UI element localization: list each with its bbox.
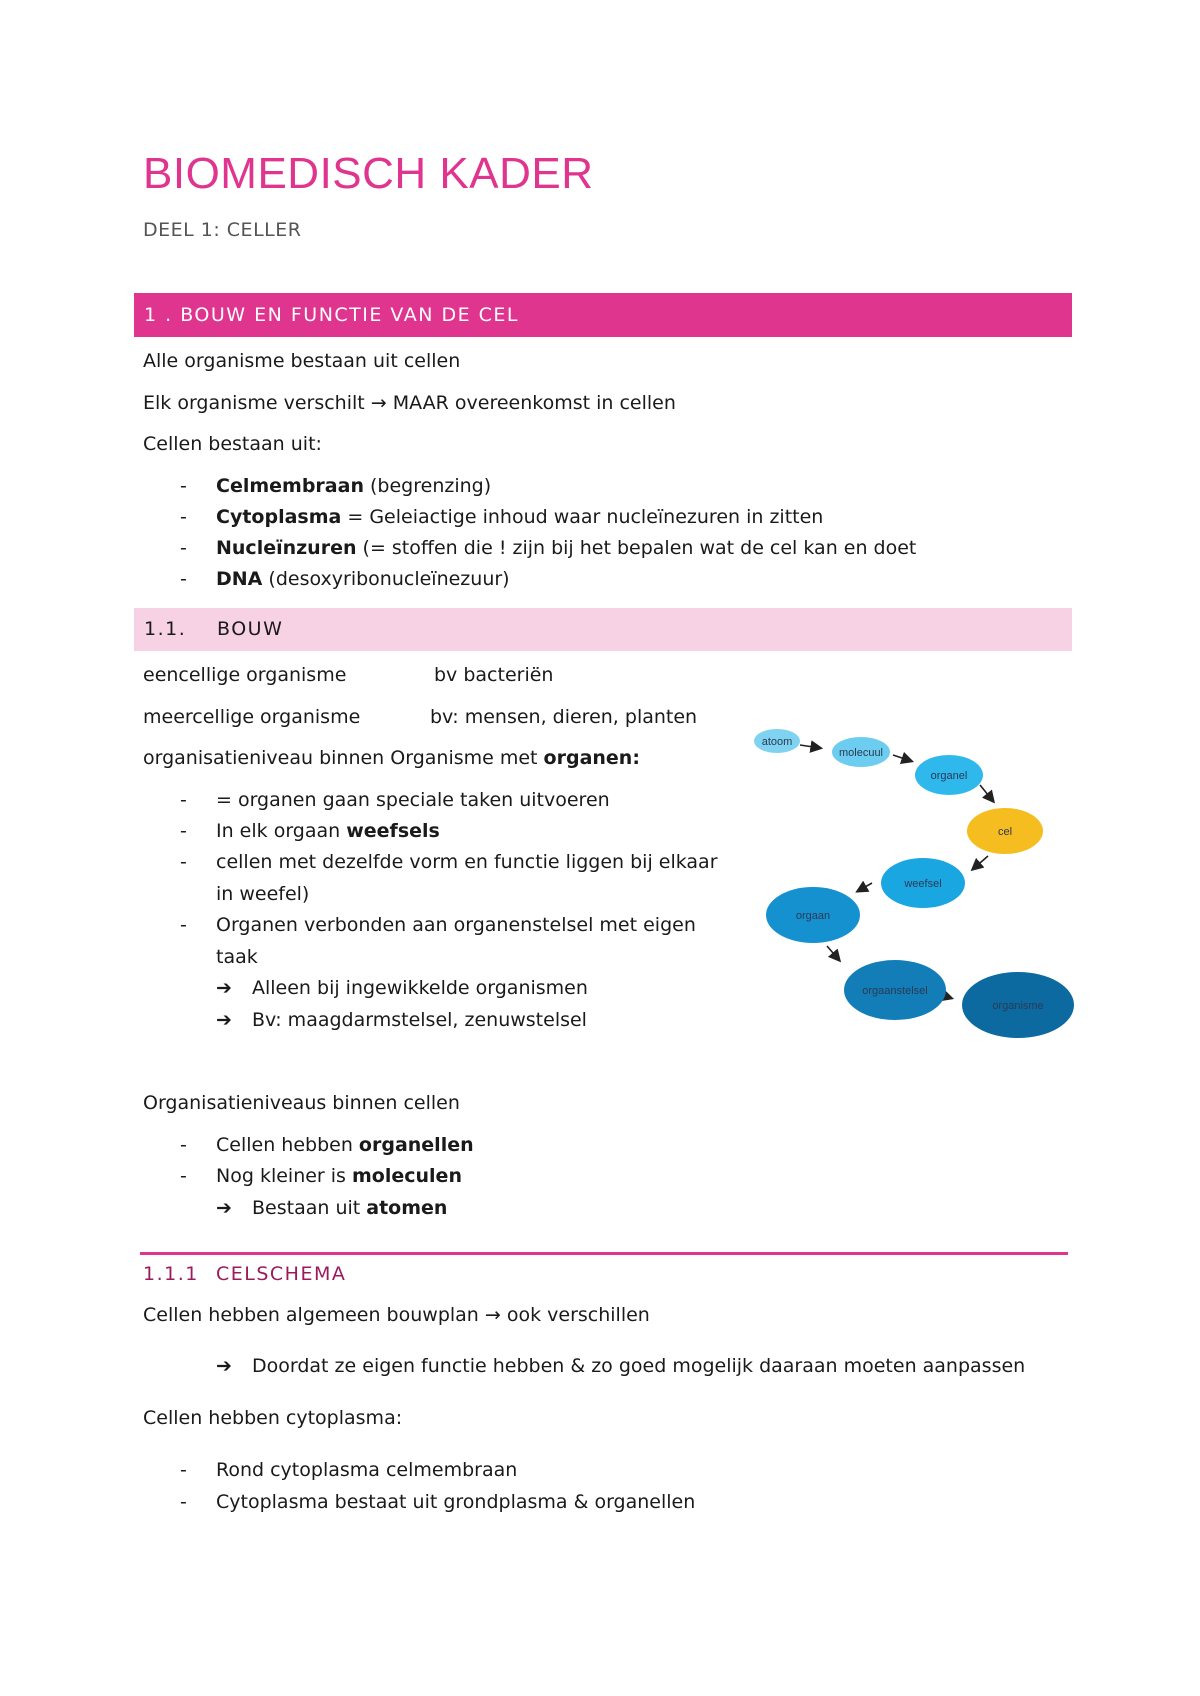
diagram-node-label: organisme [992,1000,1044,1012]
paragraph [143,391,676,415]
arrow-item [216,1196,447,1220]
bullet-dash: - [180,1165,187,1187]
bullet-dash: - [180,1459,187,1481]
diagram-nodes [754,729,1074,1038]
diagram-node-label: molecuul [838,747,884,759]
arrow-connector [973,856,988,869]
arrow-right-icon: ➔ [216,1355,232,1377]
list-item: Organen verbonden aan organenstelsel met eigen [216,914,696,936]
heading-number: 1.1.1 [143,1263,199,1285]
arrow-connector [858,883,872,891]
bullet-dash: - [180,914,187,936]
list-item [216,505,823,529]
arrow-connector [827,946,839,960]
arrow-item-text: Alleen bij ingewikkelde organismen [252,977,588,999]
arrow-icon: → [484,1304,501,1326]
bullet-dash: - [180,789,187,811]
list-item: = organen gaan speciale taken uitvoeren [216,789,610,811]
list-item: Cytoplasma bestaat uit grondplasma & organellen [216,1491,696,1513]
list-item-continuation: in weefel) [216,883,310,905]
table-cell: bv bacteriën [434,664,554,686]
arrow-item-bold: atomen [366,1197,448,1219]
section-divider [140,1252,1068,1255]
arrow-item [216,1008,587,1032]
list-item [216,567,510,591]
bullet-dash: - [180,475,187,497]
list-item [216,1164,462,1188]
list-item-text: In elk orgaan [216,820,347,842]
paragraph-text: Elk organisme verschilt [143,392,371,414]
arrow-item [216,976,588,1000]
list-item-term: moleculen [352,1165,462,1187]
diagram-node-label: orgaanstelsel [862,985,928,997]
list-item-text: = Geleiactige inhoud waar nucleïnezuren in zitten [341,506,824,528]
list-item [216,536,916,560]
heading-text: CELSCHEMA [216,1263,347,1285]
paragraph-text: organisatieniveau binnen Organisme met [143,747,544,769]
paragraph [143,746,640,770]
list-item-term: DNA [216,568,263,590]
document-subtitle: DEEL 1: CELLER [143,219,302,241]
document-title: BIOMEDISCH KADER [143,149,594,198]
arrow-connector [980,785,993,801]
section-heading-1-1-1 [143,1262,346,1286]
heading-text: BOUW [217,618,284,640]
paragraph-bold: organen: [543,747,640,769]
list-item-text: Nog kleiner is [216,1165,352,1187]
arrow-right-icon: ➔ [216,1009,232,1031]
diagram-node-label: orgaan [795,910,831,922]
list-item: cellen met dezelfde vorm en functie liggen bij elkaar [216,851,718,873]
section-heading-1: 1 . BOUW EN FUNCTIE VAN DE CEL [134,293,1072,337]
bullet-dash: - [180,1134,187,1156]
list-item-term: Nucleïnzuren [216,537,357,559]
arrow-icon: → [370,392,387,414]
organisation-level-diagram [745,715,1080,1040]
bullet-dash: - [180,568,187,590]
paragraph-text: MAAR overeenkomst in cellen [386,392,676,414]
list-item: Rond cytoplasma celmembraan [216,1459,518,1481]
list-item-term: weefsels [346,820,440,842]
list-item-term: organellen [358,1134,474,1156]
list-item [216,1133,474,1157]
paragraph: Organisatieniveaus binnen cellen [143,1092,460,1114]
bullet-dash: - [180,506,187,528]
list-item-term: Cytoplasma [216,506,342,528]
list-item-continuation: taak [216,946,258,968]
list-item-text: Cellen hebben [216,1134,359,1156]
table-cell: eencellige organisme [143,664,347,686]
diagram-node-label: weefsel [904,878,942,890]
list-item [216,819,440,843]
paragraph-text: Cellen hebben algemeen bouwplan [143,1304,485,1326]
diagram-node-label: atoom [761,736,793,748]
bullet-dash: - [180,820,187,842]
list-item-text: (begrenzing) [363,475,492,497]
list-item [216,474,491,498]
list-item-text: (= stoffen die ! zijn bij het bepalen wat de cel kan en doet [356,537,917,559]
arrow-right-icon: ➔ [216,977,232,999]
arrow-item-text: Bestaan uit [252,1197,367,1219]
paragraph [143,1303,650,1327]
arrow-right-icon: ➔ [216,1197,232,1219]
bullet-dash: - [180,851,187,873]
table-cell: meercellige organisme [143,706,361,728]
paragraph-text: Alle organisme bestaan uit cellen [143,350,461,372]
arrow-item-text: Bv: maagdarmstelsel, zenuwstelsel [252,1009,587,1031]
bullet-dash: - [180,537,187,559]
paragraph-text: ook verschillen [500,1304,650,1326]
paragraph [143,432,322,456]
heading-number: 1.1. [144,618,187,640]
arrow-item [216,1354,1025,1378]
paragraph: Cellen hebben cytoplasma: [143,1407,403,1429]
diagram-node-label: cel [997,826,1013,838]
list-item-term: Celmembraan [216,475,364,497]
section-heading-1-1 [134,608,1072,651]
diagram-node-label: organel [930,770,968,782]
paragraph [143,349,460,373]
paragraph-text: Cellen bestaan uit: [143,433,322,455]
list-item-text: (desoxyribonucleïnezuur) [262,568,510,590]
table-cell: bv: mensen, dieren, planten [430,706,698,728]
arrow-connector [800,745,820,748]
bullet-dash: - [180,1491,187,1513]
arrow-connector [893,755,911,761]
arrow-item-text: Doordat ze eigen functie hebben & zo goed mogelijk daaraan moeten aanpassen [252,1355,1026,1377]
